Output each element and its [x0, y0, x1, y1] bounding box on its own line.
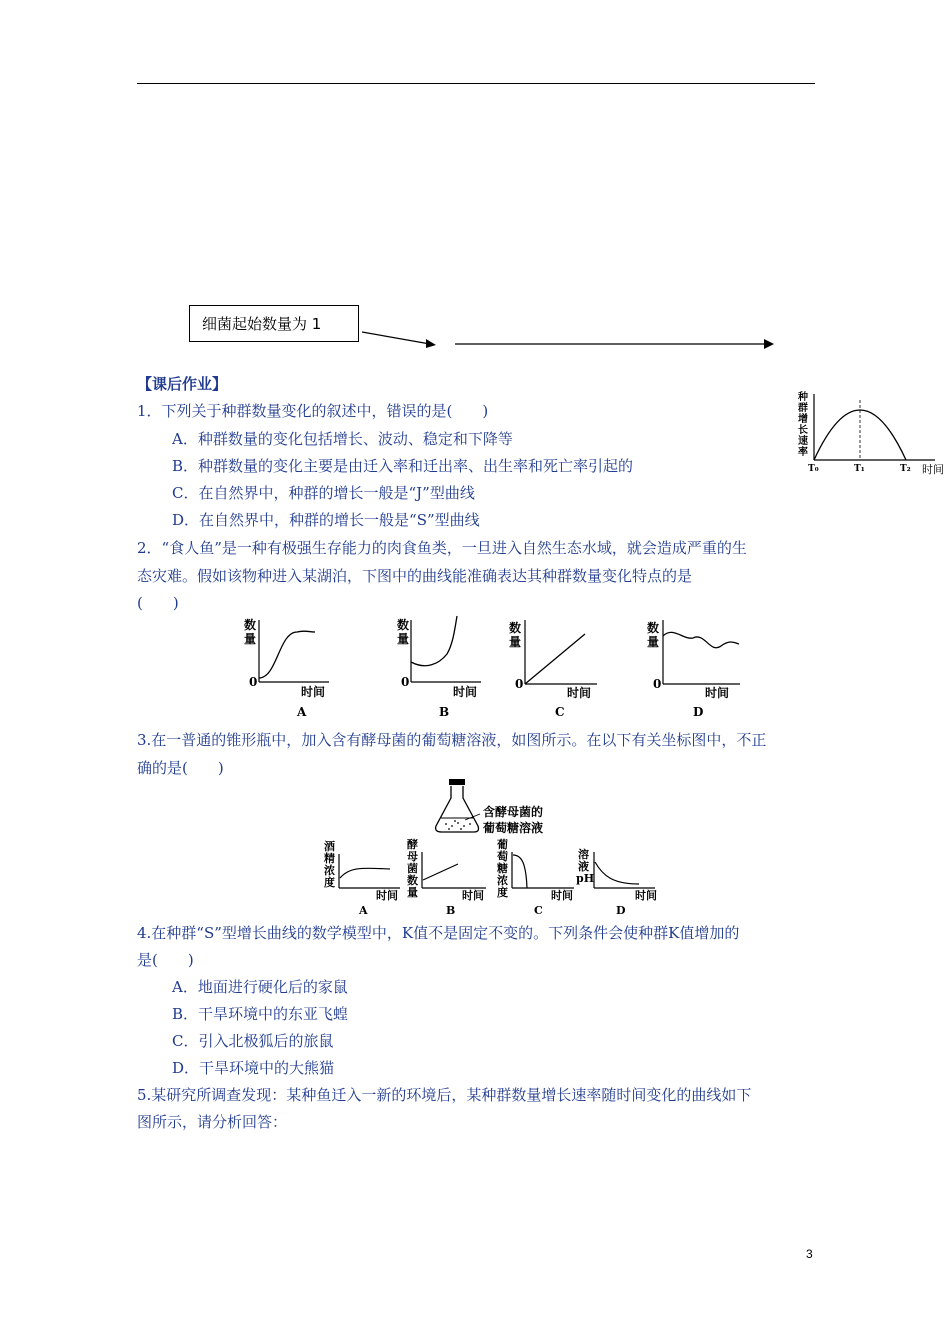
q3-graph-b — [407, 838, 486, 917]
arrow-1-head — [426, 339, 436, 348]
svg-text:C: C — [555, 705, 565, 719]
svg-text:时间: 时间 — [462, 889, 484, 902]
page-number: 3 — [806, 1247, 813, 1261]
flask-figure — [428, 778, 568, 838]
side-ylabel-5: 速 — [798, 436, 808, 447]
svg-text:A: A — [297, 705, 307, 719]
q3-graph-c — [497, 838, 574, 917]
q3-graph-d — [576, 847, 657, 917]
q2-line-2: 态灾难。假如该物种进入某湖泊，下图中的曲线能准确表达其种群数量变化特点的是 — [137, 567, 693, 585]
svg-text:时间: 时间 — [635, 889, 657, 902]
svg-text:液: 液 — [578, 860, 589, 873]
q2-graphs — [235, 612, 755, 722]
svg-text:A: A — [359, 904, 368, 917]
side-t2: T₂ — [900, 464, 911, 474]
svg-text:数: 数 — [244, 618, 257, 632]
q4-line-2: 是( ) — [137, 951, 194, 969]
q3-graphs — [320, 838, 670, 918]
svg-text:pH: pH — [576, 872, 595, 885]
svg-text:D: D — [693, 705, 704, 719]
side-t1: T₁ — [854, 464, 865, 474]
flask-label-1: 含酵母菌的 — [483, 805, 544, 819]
flask-body — [436, 786, 479, 832]
q3-graph-a — [323, 839, 400, 917]
svg-text:糖: 糖 — [497, 862, 508, 875]
q3-line-1: 3.在一普通的锥形瓶中，加入含有酵母菌的葡萄糖溶液，如图所示。在以下有关坐标图中，不正 — [137, 731, 767, 749]
svg-text:菌: 菌 — [407, 862, 418, 875]
svg-text:数: 数 — [407, 874, 418, 887]
bacteria-start-box: 细菌起始数量为 1 — [189, 305, 359, 342]
side-ylabel-4: 长 — [798, 425, 808, 436]
svg-text:数: 数 — [647, 621, 660, 635]
svg-text:0: 0 — [401, 675, 410, 689]
growth-rate-graph — [790, 390, 950, 478]
flask-stopper — [449, 779, 465, 785]
svg-text:D: D — [616, 904, 626, 917]
arrow-2-head — [764, 339, 774, 349]
svg-text:母: 母 — [407, 850, 418, 863]
q1-option-c: C．在自然界中，种群的增长一般是“J”型曲线 — [172, 484, 475, 502]
svg-text:量: 量 — [244, 632, 257, 646]
flask-label-2: 葡萄糖溶液 — [483, 821, 544, 835]
header-rule — [137, 83, 815, 84]
svg-text:酵: 酵 — [407, 838, 418, 851]
section-title: 【课后作业】 — [137, 375, 228, 393]
svg-text:度: 度 — [497, 886, 508, 899]
q2-graph-c — [509, 620, 597, 719]
svg-text:时间: 时间 — [301, 685, 326, 699]
svg-text:量: 量 — [407, 886, 418, 899]
svg-text:B: B — [439, 705, 450, 719]
svg-text:C: C — [534, 904, 543, 917]
q3-line-2: 确的是( ) — [137, 759, 224, 777]
svg-text:0: 0 — [249, 675, 258, 689]
q4-option-d: D．干旱环境中的大熊猫 — [172, 1059, 335, 1077]
q1-option-a: A．种群数量的变化包括增长、波动、稳定和下降等 — [172, 430, 513, 448]
svg-text:溶: 溶 — [578, 848, 589, 861]
q5-line-1: 5.某研究所调查发现：某种鱼迁入一新的环境后，某种群数量增长速率随时间变化的曲线如下 — [137, 1086, 752, 1104]
q1-option-b: B．种群数量的变化主要是由迁入率和迁出率、出生率和死亡率引起的 — [172, 457, 634, 475]
svg-text:0: 0 — [653, 677, 662, 691]
arrow-1-line — [362, 332, 430, 344]
svg-text:萄: 萄 — [497, 850, 508, 863]
svg-text:时间: 时间 — [453, 685, 478, 699]
arrows — [360, 328, 780, 353]
side-xlabel: 时间 — [922, 463, 944, 476]
q2-graph-b — [397, 616, 481, 719]
svg-text:酒: 酒 — [324, 840, 335, 853]
svg-text:时间: 时间 — [376, 889, 398, 902]
svg-text:B: B — [446, 904, 456, 917]
svg-text:度: 度 — [324, 876, 335, 889]
svg-text:量: 量 — [647, 635, 660, 649]
svg-text:量: 量 — [509, 635, 522, 649]
q4-option-c: C．引入北极狐后的旅鼠 — [172, 1032, 334, 1050]
svg-text:量: 量 — [397, 632, 410, 646]
side-ylabel-1: 种 — [798, 392, 808, 403]
side-t0: T₀ — [808, 464, 819, 474]
q5-line-2: 图所示，请分析回答： — [137, 1113, 288, 1131]
side-ylabel-6: 率 — [798, 447, 808, 458]
q1-stem: 1．下列关于种群数量变化的叙述中，错误的是( ) — [137, 402, 489, 420]
q2-graph-d — [647, 620, 740, 719]
svg-text:0: 0 — [515, 677, 524, 691]
svg-text:精: 精 — [324, 852, 335, 865]
side-ylabel-2: 群 — [798, 403, 808, 414]
q4-line-1: 4.在种群“S”型增长曲线的数学模型中，K值不是固定不变的。下列条件会使种群K值增加的 — [137, 924, 740, 942]
svg-text:时间: 时间 — [705, 686, 730, 700]
svg-text:数: 数 — [509, 621, 522, 635]
q2-line-1: 2．“食人鱼”是一种有极强生存能力的肉食鱼类，一旦进入自然生态水域，就会造成严重的生 — [137, 539, 747, 557]
q4-option-b: B．干旱环境中的东亚飞蝗 — [172, 1005, 349, 1023]
side-ylabel-3: 增 — [798, 414, 808, 425]
svg-text:葡: 葡 — [497, 838, 508, 851]
q2-line-3: ( ) — [137, 594, 179, 612]
q1-option-d: D．在自然界中，种群的增长一般是“S”型曲线 — [172, 511, 480, 529]
svg-text:浓: 浓 — [497, 874, 508, 887]
q2-graph-a — [244, 617, 329, 719]
q4-option-a: A．地面进行硬化后的家鼠 — [172, 978, 348, 996]
svg-text:浓: 浓 — [324, 864, 335, 877]
svg-text:时间: 时间 — [567, 686, 592, 700]
svg-text:数: 数 — [397, 618, 410, 632]
svg-text:时间: 时间 — [551, 889, 573, 902]
